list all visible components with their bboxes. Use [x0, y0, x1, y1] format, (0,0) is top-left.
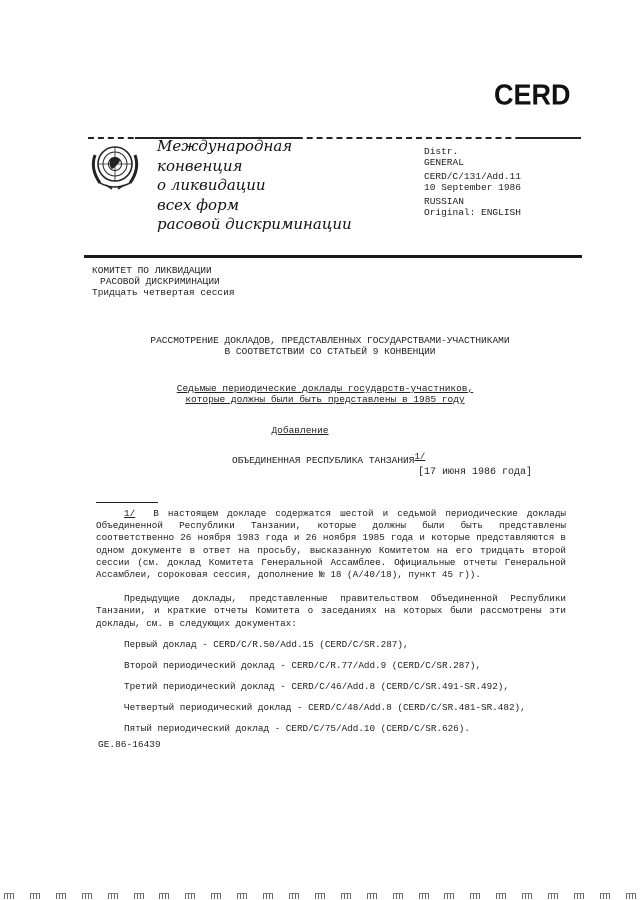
report-item: Первый доклад - CERD/C/R.50/Add.15 (CERD/C/SR.287), — [124, 639, 409, 650]
country-heading — [232, 452, 425, 466]
convention-title-line: всех форм — [157, 195, 240, 214]
section-divider — [84, 255, 582, 258]
footnote-text: В настоящем докладе содержатся шестой и седьмой периодические доклады Объединенной Республики Танзании, которые должны были быть представлены соответственно 26 ноября 1983 года и 26 ноября 1985 года и которые представляются в одном документе в ответ на просьбу, высказанную Комитетом на его тридцать второй сессии (см. доклад Комитета Генеральной Ассамблее. Официальные отчеты Генеральной Ассамблеи, сороковая сессия, дополнение № 18 (А/40/18), пункт 45 г)). — [96, 508, 566, 581]
un-emblem-icon — [86, 137, 144, 195]
distribution-value: GENERAL — [424, 156, 464, 168]
convention-title — [157, 137, 352, 235]
job-number: GE.86-16439 — [98, 739, 161, 750]
footnote-mark: 1/ — [124, 508, 136, 519]
convention-title-line: Международная — [157, 137, 293, 155]
distribution-label: Distr. — [424, 146, 459, 157]
document-date: 10 September 1986 — [424, 181, 521, 193]
footnote-reference: 1/ — [414, 452, 426, 462]
document-metadata — [424, 147, 521, 218]
committee-block — [92, 265, 235, 298]
committee-line: РАСОВОЙ ДИСКРИМИНАЦИИ — [100, 276, 220, 287]
header-divider-segment — [520, 137, 581, 139]
convention-title-line: расовой дискриминации — [157, 215, 352, 233]
barcode-strip — [4, 893, 636, 899]
document-language: RUSSIAN — [424, 196, 464, 207]
cerd-logo: CERD — [494, 79, 571, 111]
report-item: Четвертый периодический доклад - CERD/C/48/Add.8 (CERD/C/SR.481-SR.482), — [124, 702, 526, 713]
country-name: ОБЪЕДИНЕННАЯ РЕСПУБЛИКА ТАНЗАНИЯ — [232, 455, 415, 467]
agenda-title — [120, 335, 540, 357]
report-item: Пятый периодический доклад - CERD/C/75/Add.10 (CERD/C/SR.626). — [124, 723, 470, 734]
footnote-divider — [96, 502, 158, 503]
footnote-paragraph: Предыдущие доклады, представленные правительством Объединенной Республики Танзании, и краткие отчеты Комитета о заседаниях на которых были рассмотрены эти доклады, см. в следующих документах: — [96, 593, 566, 629]
footnote — [96, 508, 566, 630]
footnote-paragraph — [96, 508, 566, 581]
submission-date: [17 июня 1986 года] — [418, 467, 533, 478]
agenda-title-line: В СООТВЕТСТВИИ СО СТАТЬЕЙ 9 КОНВЕНЦИИ — [224, 346, 436, 357]
convention-title-line: конвенция — [157, 156, 243, 175]
agenda-title-line: РАССМОТРЕНИЕ ДОКЛАДОВ, ПРЕДСТАВЛЕННЫХ ГОСУДАРСТВАМИ-УЧАСТНИКАМИ — [150, 335, 510, 346]
report-item: Второй периодический доклад - CERD/C/R.77/Add.9 (CERD/C/SR.287), — [124, 660, 482, 671]
committee-line: КОМИТЕТ ПО ЛИКВИДАЦИИ — [92, 265, 212, 276]
subtitle-line: Седьмые периодические доклады государств-участников, — [176, 383, 474, 394]
report-item: Третий периодический доклад - CERD/C/46/Add.8 (CERD/C/SR.491-SR.492), — [124, 681, 509, 692]
subtitle-line: которые должны были быть представлены в 1985 году — [185, 394, 465, 405]
addendum-heading: Добавление — [271, 425, 329, 436]
previous-reports-list — [124, 634, 526, 739]
report-subtitle — [135, 383, 515, 405]
session-line: Тридцать четвертая сессия — [92, 287, 235, 298]
document-symbol: CERD/C/131/Add.11 — [424, 171, 521, 182]
convention-title-line: о ликвидации — [157, 176, 266, 194]
original-language: Original: ENGLISH — [424, 206, 521, 218]
